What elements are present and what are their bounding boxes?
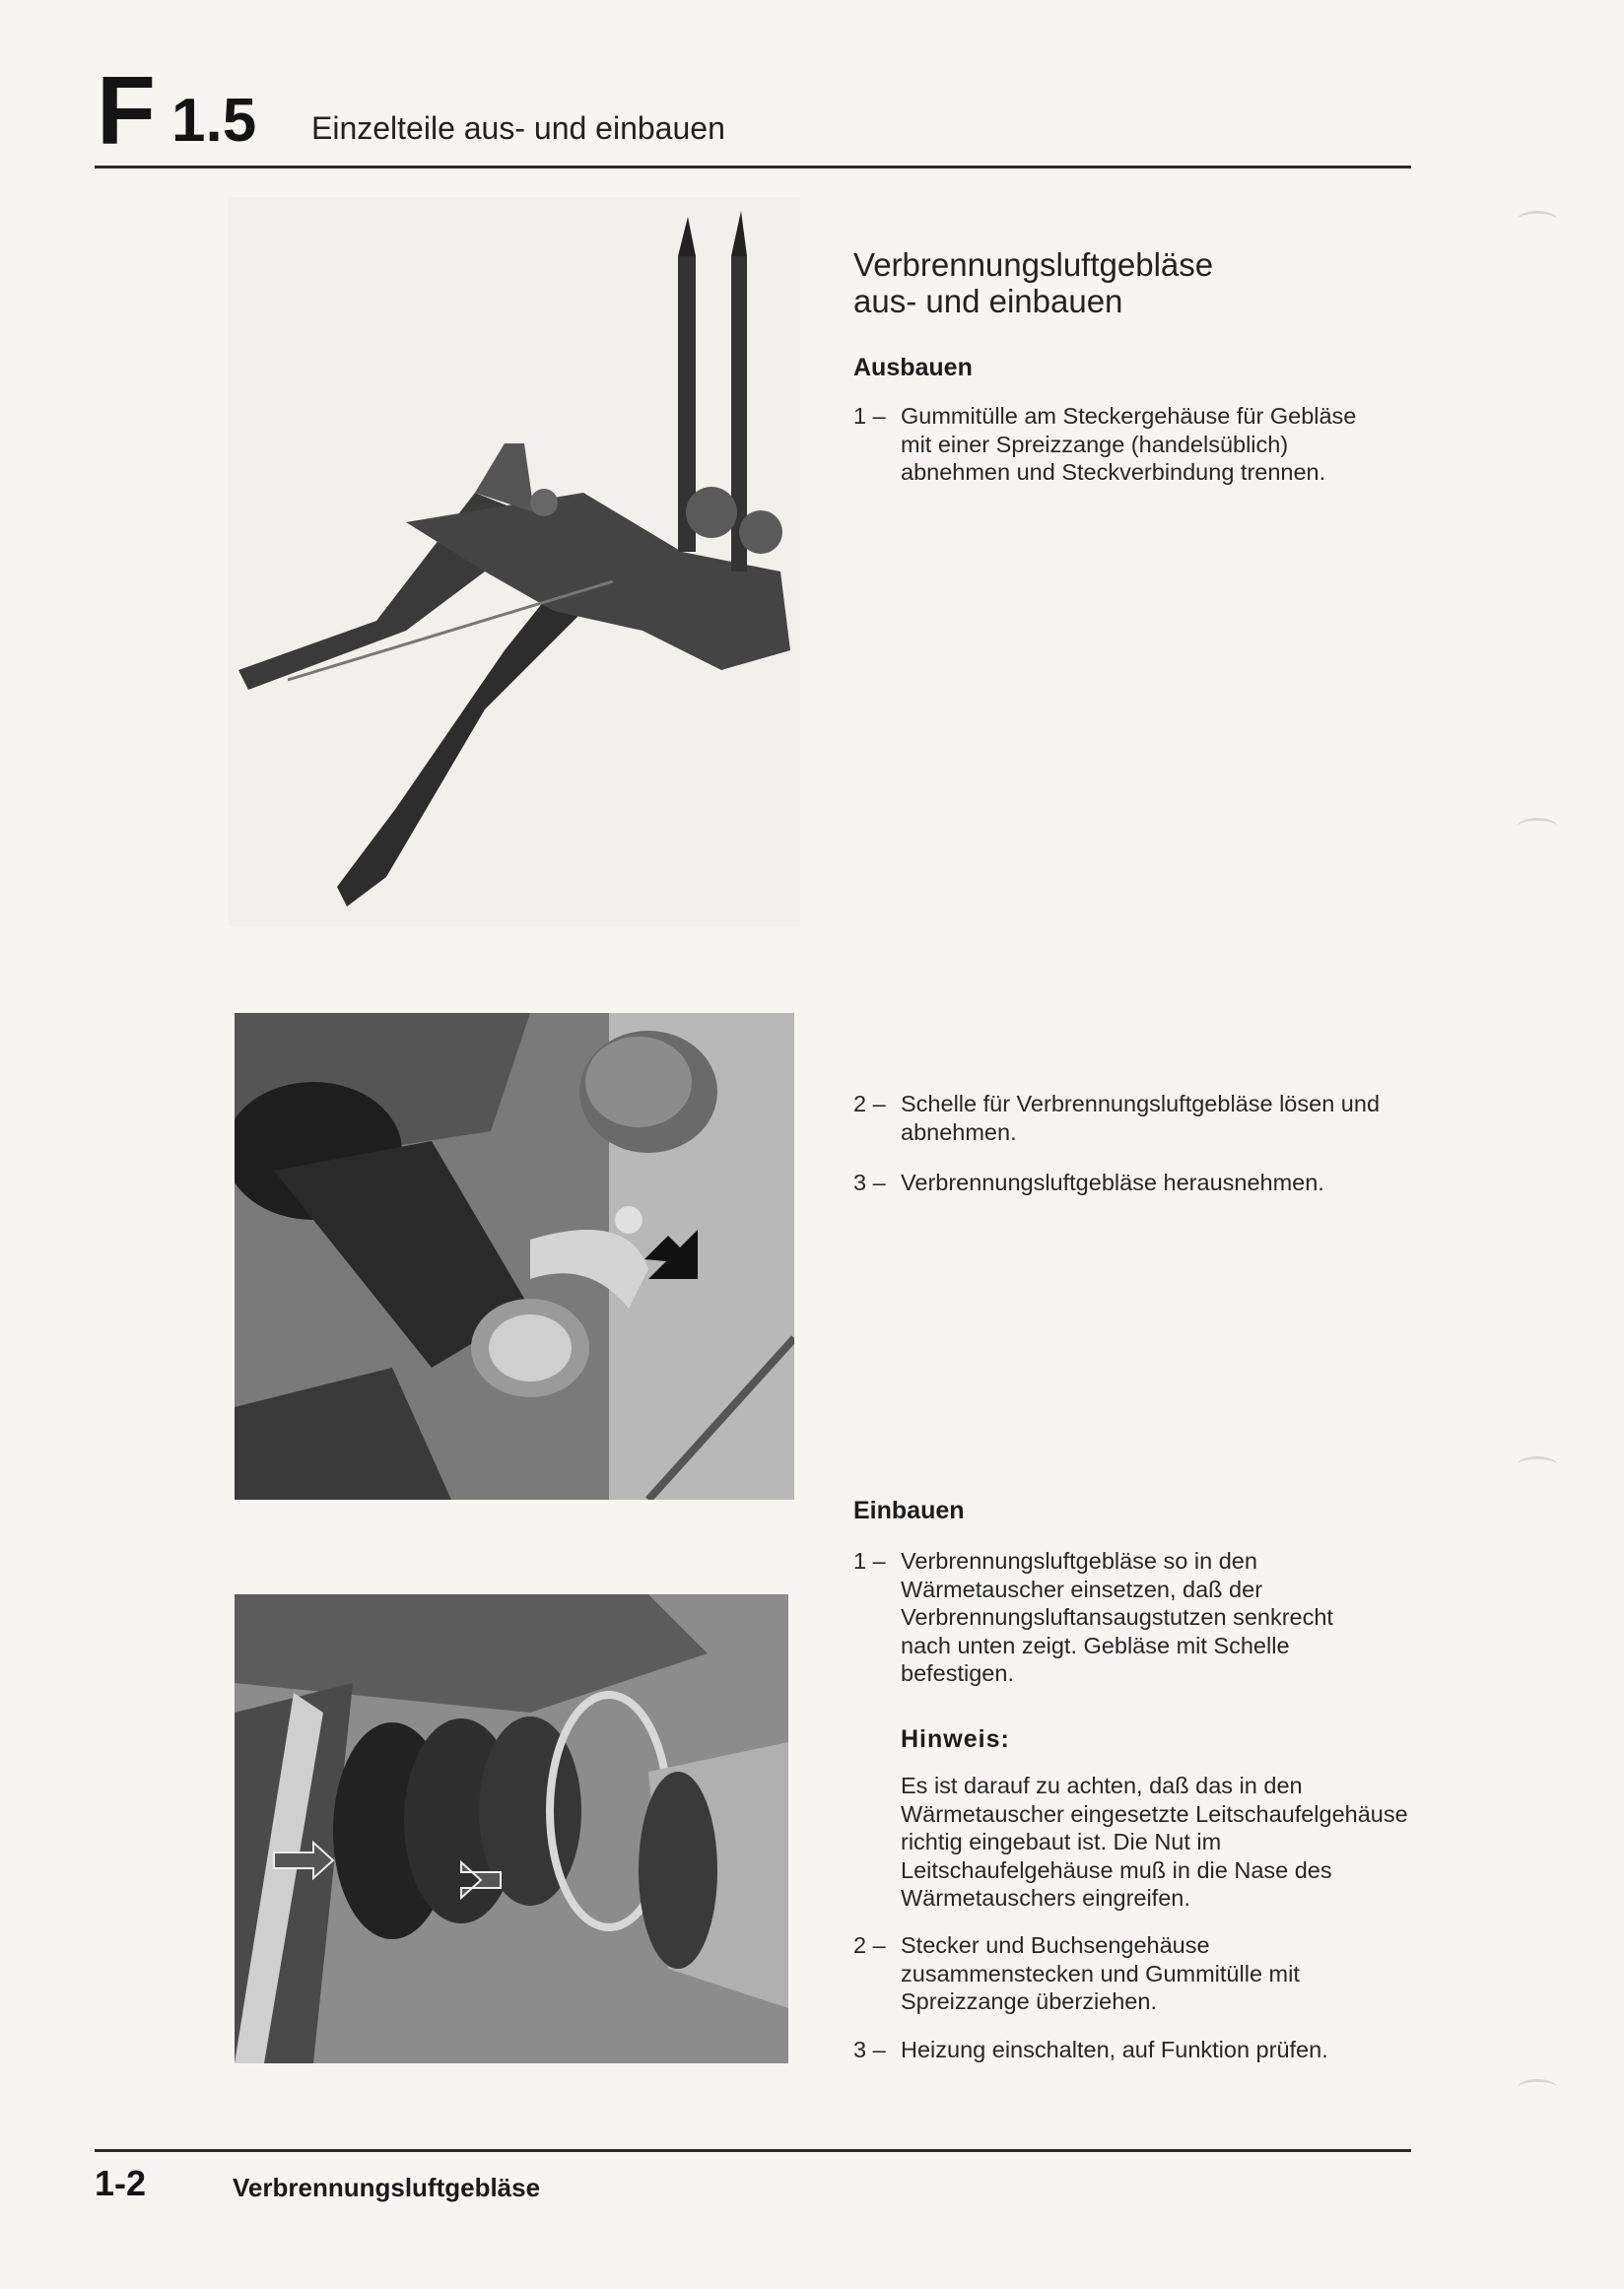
footer-rule [95,2149,1411,2152]
ausbauen-heading-block [853,353,1415,382]
punch-hole-mark [1518,2079,1557,2096]
clamp-scene-icon [235,1013,794,1500]
page-number: 1-2 [95,2163,147,2203]
ausbauen-heading: Ausbauen [853,354,973,381]
pliers-icon [229,197,800,926]
ausbauen-step-3 [853,1169,1415,1197]
step-text: Stecker und Buchsengehäuse zusammenstecken und Gummitülle mit Spreizzange überziehen. [901,1932,1300,2014]
section-title-line1: Verbrennungsluftgebläse [853,246,1214,283]
einbauen-step-3 [853,2036,1415,2064]
einbauen-heading-block [853,1496,1415,1525]
einbauen-heading: Einbauen [853,1497,965,1524]
punch-hole-mark [1518,1456,1557,1473]
step-number: 2 – [853,1091,886,1116]
step-number: 2 – [853,1932,886,1958]
page-header [95,56,1411,168]
note-block [901,1724,1413,1913]
punch-hole-mark [1518,211,1557,228]
blower-assembly-photo [235,1594,788,2063]
step-text: Verbrennungsluftgebläse herausnehmen. [901,1170,1324,1195]
chapter-letter: F [97,56,154,165]
step-text: Verbrennungsluftgebläse so in den Wärmetauscher einsetzen, daß der Verbrennungsluftansaugstutzen senkrecht nach unten zeigt. Gebläse mit Schelle befestigen. [901,1548,1333,1686]
section-title-block [853,246,1415,319]
step-text: Gummitülle am Steckergehäuse für Gebläse mit einer Spreizzange (handelsüblich) abnehmen und Steckverbindung trennen. [901,403,1357,485]
step-text: Heizung einschalten, auf Funktion prüfen. [901,2037,1328,2062]
section-title-line2: aus- und einbauen [853,283,1123,319]
step-number: 3 – [853,2037,886,2062]
ausbauen-step-2 [853,1090,1386,1146]
einbauen-step-1 [853,1547,1386,1688]
header-rule [95,166,1411,168]
einbauen-step-2 [853,1931,1405,2016]
chapter-number: 1.5 [171,87,257,155]
chapter-title: Einzelteile aus- und einbauen [311,110,725,146]
note-text: Es ist darauf zu achten, daß das in den Wärmetauscher eingesetzte Leitschaufelgehäuse richtig eingebaut ist. Die Nut im Leitschaufelgehäuse muß in die Nase des Wärmetauschers eingreifen. [901,1773,1408,1911]
blower-clamp-photo [235,1013,794,1500]
assembly-scene-icon [235,1594,788,2063]
note-heading: Hinweis: [901,1725,1010,1753]
footer-title: Verbrennungsluftgebläse [233,2173,541,2202]
step-number: 1 – [853,403,886,429]
step-text: Schelle für Verbrennungsluftgebläse lösen und abnehmen. [901,1091,1381,1145]
spreader-pliers-photo [229,197,800,926]
step-number: 3 – [853,1170,886,1195]
punch-hole-mark [1518,818,1557,835]
step-number: 1 – [853,1548,886,1574]
ausbauen-step-1 [853,402,1393,487]
